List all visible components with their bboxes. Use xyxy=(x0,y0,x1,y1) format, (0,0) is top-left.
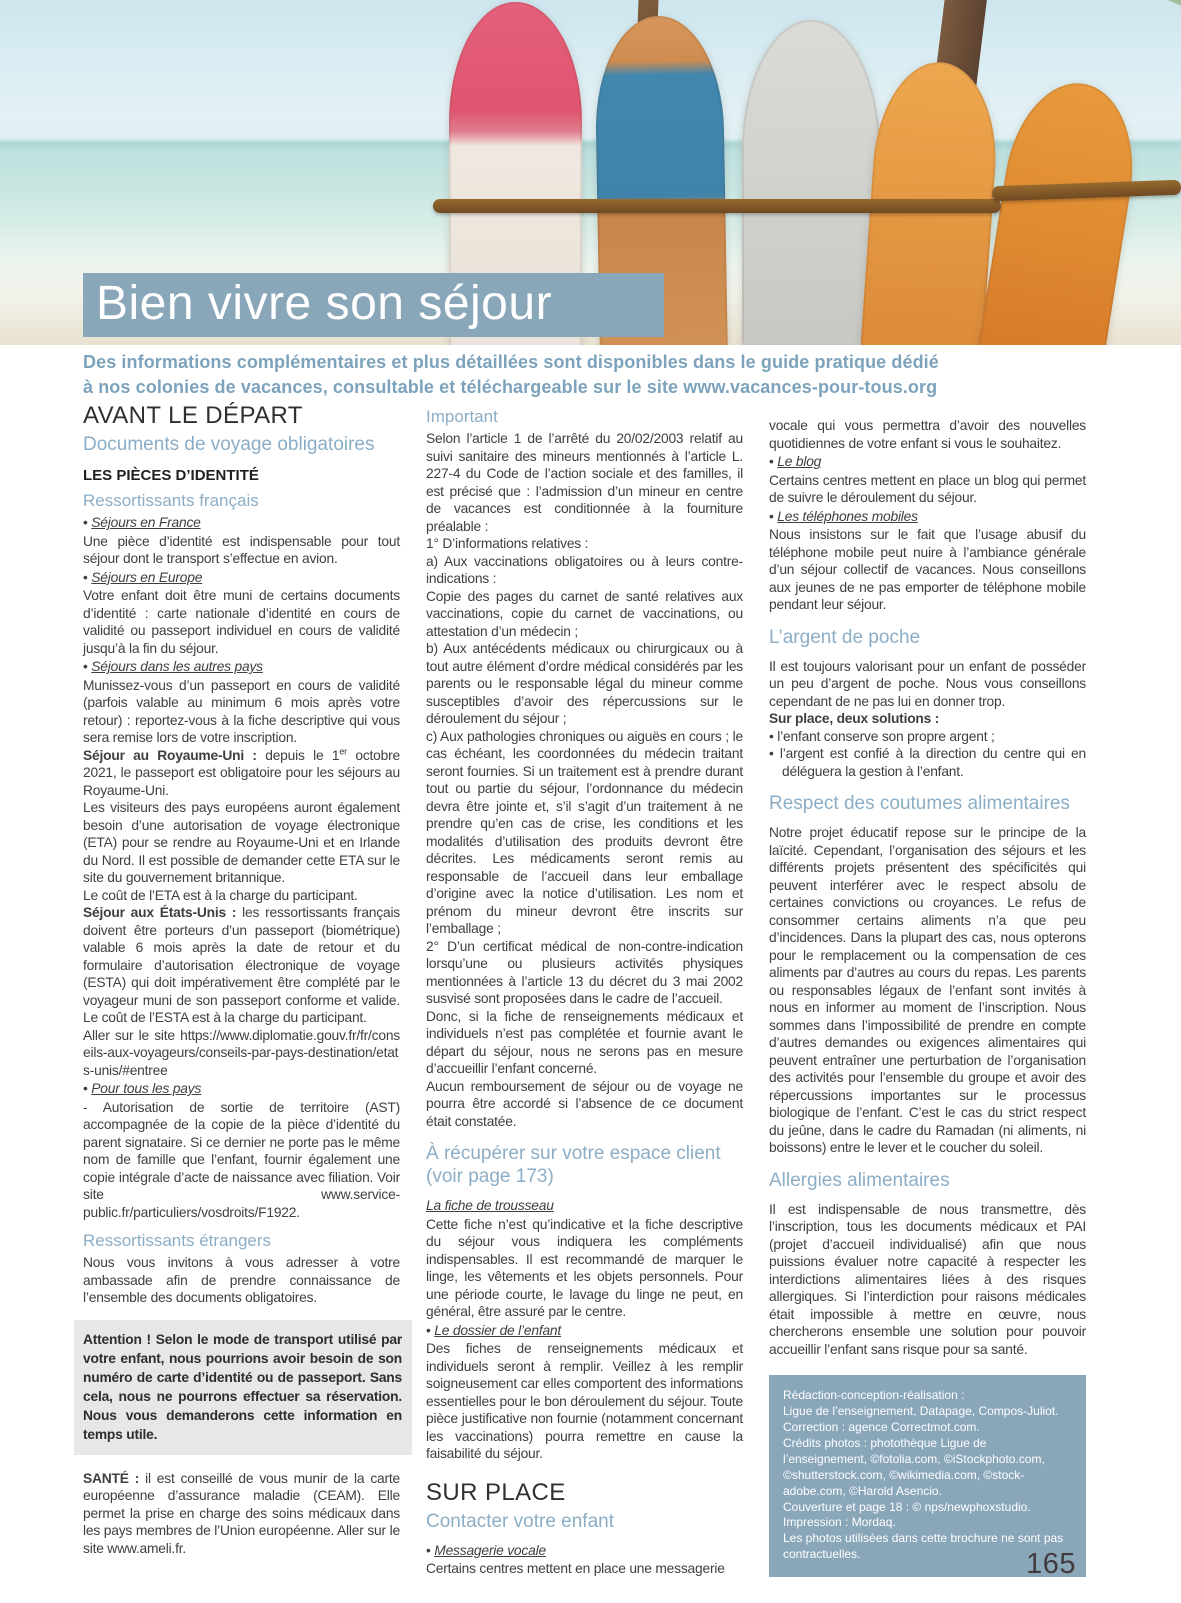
para-fiche-non-completee: Donc, si la fiche de renseignements médicaux et individuels n’est pas complétée et fournie avant le départ du séjour, nous ne serons pas en mesure d’accueillir l’enfant concerné. xyxy=(426,1008,743,1076)
para-vaccinations-a: a) Aux vaccinations obligatoires ou à leurs contre-indications : xyxy=(426,553,743,586)
column-2 xyxy=(426,402,743,1578)
para-eta: Les visiteurs des pays européens auront également besoin d’une autorisation de voyage électronique (ETA) pour se rendre au Royaume-Uni et en Irlande du Nord. Il est possible de demander cette ETA sur le site du gouvernement britannique. xyxy=(83,800,400,886)
heading-ressortissants-francais: Ressortissants français xyxy=(83,491,259,510)
heading-important: Important xyxy=(426,407,498,426)
list-item-solution-1: • l’enfant conserve son propre argent ; xyxy=(769,728,995,744)
para-copie-carnet: Copie des pages du carnet de santé relatives aux vaccinations, copie du carnet de vaccinations, ou attestation d’un médecin ; xyxy=(426,588,743,639)
para-coutumes-alimentaires: Notre projet éducatif repose sur le principe de la laïcité. Cependant, l’organisation des séjours et les différents projets présentent des spécificités qui peuvent interférer avec le respect absolu de certaines convictions ou croyances. Le refus de consommer certains aliments n’a que peu d’incidences. Dans la plupart des cas, nous opterons pour le remplacement ou la compensation de ces aliments par d’autres au cours du repas. Les parents ou responsables légaux de l’enfant sont invités à nous en informer au moment de l’inscription. Nous sommes dans l’impossibilité de prendre en compte d’autres demandes ou exigences alimentaires qui peuvent entraîner une perturbation de l’organisation des activités pour l’ensemble du groupe et avoir des répercussions importantes sur le processus biologique de l’enfant. C’est le cas du strict respect du jeûne, dans le cadre du Ramadan (ni aliments, ni boissons) entre le lever et le coucher du soleil. xyxy=(769,825,1086,1156)
para-messagerie-suite: vocale qui vous permettra d’avoir des nouvelles quotidiennes de votre enfant si vous le souhaitez. xyxy=(769,418,1086,451)
para-arrete: Selon l’article 1 de l’arrêté du 20/02/2003 relatif au suivi sanitaire des mineurs mentionnés à l’article L. 227-4 du Code de l’action sociale et des familles, il est précisé que : l’admission d’un mineur en centre de vacances est conditionnée à la fourniture préalable : xyxy=(426,431,743,534)
bullet-messagerie-vocale: • Messagerie vocale xyxy=(426,1542,546,1558)
bullet-sejours-europe: • Séjours en Europe xyxy=(83,569,203,585)
para-ast: - Autorisation de sortie de territoire (AST) accompagnée de la copie de la pièce d’identité du parent signataire. Si ce dernier ne porte pas le même nom de famille que l’enfant, fournir également une copie intégrale d’acte de naissance avec filiation. Voir site www.service-public.fr/particuliers/vosdroits/F1922. xyxy=(83,1099,400,1220)
credits-line: Crédits photos : photothèque Ligue de l’enseignement, ©fotolia.com, ©iStockphoto.com, ©shutterstock.com, ©wikimedia.com, ©stock-adobe.com, ©Harold Asencio. xyxy=(783,1435,1045,1498)
subsection-argent-de-poche: L’argent de poche xyxy=(769,626,921,648)
bullet-dossier-enfant: • Le dossier de l’enfant xyxy=(426,1322,562,1338)
attention-box: Attention ! Selon le mode de transport utilisé par votre enfant, nous pourrions avoir besoin de son numéro de carte d’identité ou de passeport. Sans cela, nous ne pourrons effectuer sa réservation. Nous vous demanderons cette information en temps utile. xyxy=(74,1320,412,1455)
section-heading-sur-place: SUR PLACE xyxy=(426,1478,566,1506)
para-ressortissants-etrangers: Nous vous invitons à vous adresser à votre ambassade afin de prendre connaissance de l’ensemble des documents obligatoires. xyxy=(83,1255,400,1306)
bullet-telephones-mobiles: • Les téléphones mobiles xyxy=(769,508,918,524)
subsection-coutumes-alimentaires: Respect des coutumes alimentaires xyxy=(769,793,1070,815)
content-columns xyxy=(83,402,1086,1578)
para-eta-cout: Le coût de l’ETA est à la charge du participant. xyxy=(83,887,358,903)
credits-box xyxy=(769,1375,1086,1577)
column-3 xyxy=(769,402,1086,1578)
section-heading-avant-le-depart: AVANT LE DÉPART xyxy=(83,402,303,429)
bullet: • xyxy=(426,1322,431,1338)
para-dossier-enfant: Des fiches de renseignements médicaux et individuels seront à remplir. Veillez à les remplir soigneusement car elles comportent des informations essentielles pour le bon déroulement du séjour. Toute pièce justificative non fournie (notamment concernant les vaccinations) pourra remettre en cause la faisabilité du séjour. xyxy=(426,1341,743,1462)
heading-ressortissants-etrangers: Ressortissants étrangers xyxy=(83,1231,272,1251)
page-title: Bien vivre son séjour xyxy=(83,273,664,337)
credits-line: Rédaction-conception-réalisation : xyxy=(783,1388,965,1403)
bullet: • xyxy=(769,746,774,762)
para-deux-solutions: Sur place, deux solutions : xyxy=(769,711,940,727)
para-aucun-remboursement: Aucun remboursement de séjour ou de voyage ne pourra être accordé si l’absence de ce document était constatée. xyxy=(426,1078,743,1129)
subsection-allergies-alimentaires: Allergies alimentaires xyxy=(769,1169,950,1191)
subtitle-line-1: Des informations complémentaires et plus détaillées sont disponibles dans le guide pratique dédié xyxy=(83,352,939,372)
para-sejours-autres-pays: Munissez-vous d’un passeport en cours de validité (parfois valable au minimum 6 mois après votre retour) : reportez-vous à la fiche descriptive qui vous sera remise lors de votre inscription. xyxy=(83,677,400,746)
para-telephones-mobiles: Nous insistons sur le fait que l’usage abusif du téléphone mobile peut nuire à l’ambiance générale d’un séjour collectif de vacances. Nous conseillons aux jeunes de ne pas emporter de téléphone mobile pendant leur séjour. xyxy=(769,527,1086,613)
surfboard-rack-bar xyxy=(433,199,1001,213)
bullet: • xyxy=(83,569,88,585)
palm-leaf-icon xyxy=(995,0,1181,10)
bullet-le-blog: • Le blog xyxy=(769,454,822,469)
credits-line: Les photos utilisées dans cette brochure ne sont pas contractuelles. xyxy=(783,1531,1064,1562)
subsection-espace-client: À récupérer sur votre espace client (voir page 173) xyxy=(426,1143,721,1187)
subsection-documents-voyage: Documents de voyage obligatoires xyxy=(83,434,375,455)
page-subtitle xyxy=(83,350,1083,400)
para-allergies-alimentaires: Il est indispensable de nous transmettre, dès l’inscription, tous les documents médicaux et PAI (projet d’accueil individualisé) afin que nous puissions évaluer notre capacité à respecter les interdictions alimentaires liées à des risques allergiques. Si l’interdiction pour raisons médicales était impossible à mettre en œuvre, nous chercherons ensemble une solution pour pouvoir accueillir l’enfant sans risque pour sa santé. xyxy=(769,1201,1086,1357)
bullet: • xyxy=(83,659,88,675)
para-sejours-france: Une pièce d’identité est indispensable pour tout séjour dont le transport s’effectue en avion. xyxy=(83,533,400,567)
bullet: • xyxy=(83,515,88,530)
credits-line: Ligue de l’enseignement, Datapage, Compos-Juliot. xyxy=(783,1404,1059,1419)
palm-leaf-icon xyxy=(1038,0,1181,2)
bullet: • xyxy=(769,728,774,744)
para-antecedents-b: b) Aux antécédents médicaux ou chirurgicaux ou à tout autre élément d’ordre médical considérés par les parents ou le responsable légal du mineur comme susceptibles d’avoir des répercussions sur le déroulement du séjour ; xyxy=(426,641,743,726)
para-messagerie-debut: Certains centres mettent en place une messagerie xyxy=(426,1561,725,1577)
bullet: • xyxy=(83,1081,88,1097)
para-royaume-uni: Séjour au Royaume-Uni : depuis le 1er octobre 2021, le passeport est obligatoire pour les séjours au Royaume-Uni. xyxy=(83,746,400,798)
subtitle-line-2: à nos colonies de vacances, consultable et téléchargeable sur le site www.vacances-pour-tous.org xyxy=(83,377,938,397)
para-argent-de-poche: Il est toujours valorisant pour un enfant de posséder un peu d’argent de poche. Nous vous conseillons cependant de ne pas lui en donner trop. xyxy=(769,658,1086,709)
bullet: • xyxy=(426,1542,431,1558)
bullet-sejours-autres-pays: • Séjours dans les autres pays xyxy=(83,659,263,675)
surfboard-dark-orange xyxy=(976,74,1146,345)
para-sejours-europe: Votre enfant doit être muni de certains documents d’identité : carte nationale d’identité en cours de validité ou passeport individuel en cours de validité jusqu’à la fin du séjour. xyxy=(83,588,400,656)
para-etats-unis: Séjour aux États-Unis : les ressortissants français doivent être porteurs d’un passeport (biométrique) valable 6 mois après la date de retour et du formulaire d’autorisation électronique de voyage (ESTA) qui doit impérativement être complété par le voyageur muni de son passeport conforme et valide. Le coût de l’ESTA est à la charge du participant. xyxy=(83,905,401,1026)
credits-line: Couverture et page 18 : © nps/newphoxstudio. xyxy=(783,1499,1031,1514)
para-informations-relatives: 1° D’informations relatives : xyxy=(426,536,589,551)
para-sante: SANTÉ : il est conseillé de vous munir de la carte européenne d’assurance maladie (CEAM). Elle permet la prise en charge des soins médicaux dans les pays membres de l’Union européenne. Aller sur le site www.ameli.fr. xyxy=(83,1470,400,1556)
para-fiche-trousseau: Cette fiche n’est qu’indicative et la fiche descriptive du séjour vous indiquera les compléments indispensables. Il est recommandé de marquer le linge, les vêtements et les objets personnels. Pour une période courte, le lavage du linge ne peut, en général, être assuré par le centre. xyxy=(426,1216,743,1320)
column-1 xyxy=(83,402,400,1578)
bullet: • xyxy=(769,508,774,524)
bullet: • xyxy=(769,454,774,469)
para-pathologies-c: c) Aux pathologies chroniques ou aiguës en cours ; le cas échéant, les coordonnées du médecin traitant seront fournies. Si un traitement est à prendre durant tout ou partie du séjour, l’ordonnance du médecin devra être jointe et, s’il s’agit d’un traitement à ne prendre qu’en cas de crise, les conditions et les modalités d’utilisation des produits devront être décrites. Les médicaments seront remis au responsable de l’accueil dans leur emballage d’origine avec la notice d’utilisation. Les nom et prénom du mineur devront être inscrits sur l’emballage ; xyxy=(426,728,743,936)
subsection-contacter-enfant: Contacter votre enfant xyxy=(426,1510,614,1532)
credits-line: Correction : agence Correctmot.com. xyxy=(783,1420,980,1434)
surfboard-white xyxy=(742,20,880,345)
heading-pieces-identite: LES PIÈCES D’IDENTITÉ xyxy=(83,467,259,484)
palm-leaf-icon xyxy=(1063,0,1181,35)
list-item-solution-2: • l’argent est confié à la direction du centre qui en déléguera la gestion à l’enfant. xyxy=(769,746,1086,779)
credits-line: Impression : Mordaq. xyxy=(783,1515,896,1530)
bullet-sejours-france: • Séjours en France xyxy=(83,515,201,530)
para-site-diplomatie: Aller sur le site https://www.diplomatie.gouv.fr/fr/conseils-aux-voyageurs/conseils-par-pays-destination/etats-unis/#entree xyxy=(83,1027,400,1078)
item-fiche-trousseau: La fiche de trousseau xyxy=(426,1198,554,1213)
bullet-pour-tous-les-pays: • Pour tous les pays xyxy=(83,1081,202,1097)
para-blog: Certains centres mettent en place un blog qui permet de suivre le déroulement du séjour. xyxy=(769,472,1086,506)
page-number: 165 xyxy=(1026,1548,1076,1580)
para-certificat-2: 2° D’un certificat médical de non-contre-indication lorsqu’une ou plusieurs activités physiques mentionnées à l’article 13 du décret du 3 mai 2002 susvisé sont proposées dans le cadre de l’accueil. xyxy=(426,938,743,1006)
